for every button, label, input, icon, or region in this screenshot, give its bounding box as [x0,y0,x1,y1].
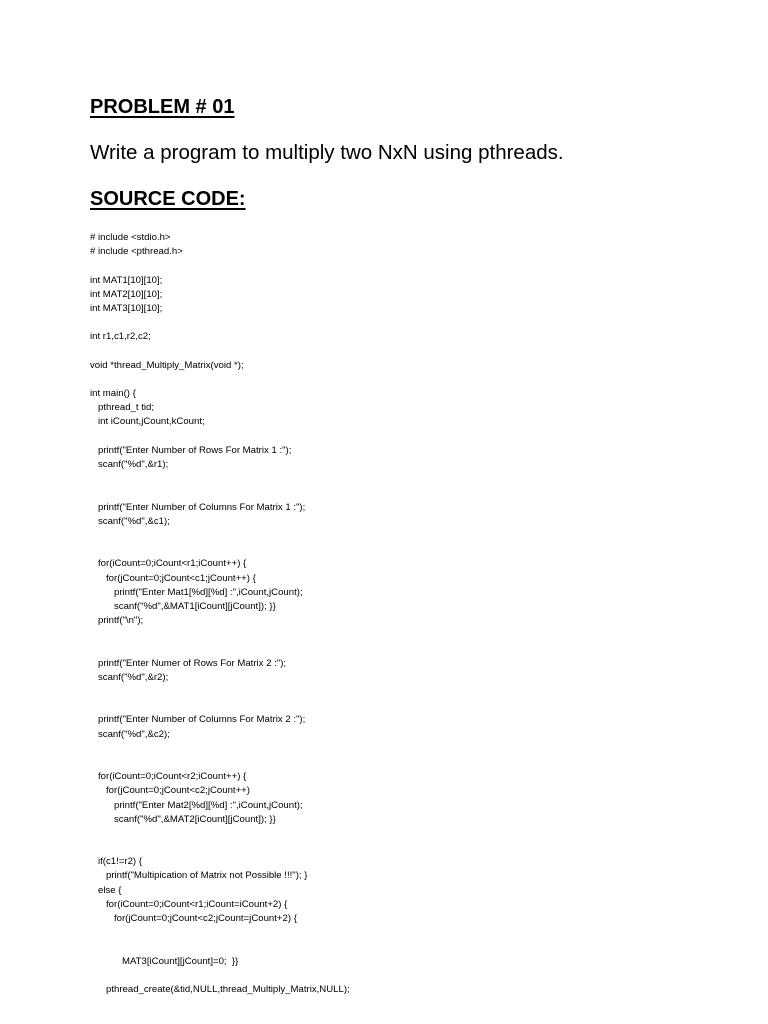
code-line: # include <pthread.h> [90,246,183,258]
code-line: printf("Enter Mat1[%d][%d] :",iCount,jCount); [90,586,303,598]
code-line: printf("Enter Number of Columns For Matrix 1 :"); [90,501,306,513]
code-line: scanf("%d",&r2); [90,671,169,683]
code-line: for(jCount=0;jCount<c2;jCount++) [90,785,250,797]
code-line: for(iCount=0;iCount<r1;iCount=iCount+2) { [90,898,288,910]
code-line [90,529,350,543]
code-line: pthread_t tid; [90,402,154,414]
code-line [90,430,350,444]
code-line [90,756,350,770]
code-line: printf("Multipication of Matrix not Possible !!!"); } [90,870,308,882]
source-code-block [90,231,350,997]
code-line: scanf("%d",&r1); [90,459,169,470]
code-line: int iCount,jCount,kCount; [90,416,205,428]
code-line [90,940,350,954]
code-line [90,316,350,330]
code-line: int MAT1[10][10]; [90,274,163,286]
code-line: for(jCount=0;jCount<c2;jCount=jCount+2) { [90,913,297,924]
problem-statement: Write a program to multiply two NxN using pthreads. [90,141,564,164]
code-line [90,642,350,656]
code-line: for(iCount=0;iCount<r1;iCount++) { [90,558,247,570]
code-line: scanf("%d",&c1); [90,515,170,527]
code-line: for(jCount=0;jCount<c1;jCount++) { [90,572,256,584]
code-line [90,472,350,486]
code-line [90,969,350,983]
code-line [90,345,350,359]
code-line: int r1,c1,r2,c2; [90,331,151,343]
code-line: scanf("%d",&MAT2[iCount][jCount]); }} [90,813,276,825]
code-line: int MAT3[10][10]; [90,302,163,314]
code-line [90,486,350,500]
code-line [90,742,350,756]
code-line: printf("Enter Number of Rows For Matrix 1 :"); [90,444,292,456]
code-line [90,699,350,713]
code-line [90,685,350,699]
code-line [90,628,350,642]
code-line [90,543,350,557]
code-line [90,841,350,855]
code-line: if(c1!=r2) { [90,856,142,868]
source-code-heading: SOURCE CODE: [90,188,246,210]
code-line [90,259,350,273]
code-line: scanf("%d",&c2); [90,728,170,740]
code-line [90,827,350,841]
code-line: int MAT2[10][10]; [90,288,163,300]
code-line: void *thread_Multiply_Matrix(void *); [90,359,244,371]
code-line: else { [90,884,122,896]
code-line: for(iCount=0;iCount<r2;iCount++) { [90,771,247,783]
code-line [90,926,350,940]
code-line: int main() { [90,388,136,400]
code-line: printf("Enter Numer of Rows For Matrix 2 :"); [90,657,287,669]
code-line: pthread_create(&tid,NULL,thread_Multiply_Matrix,NULL); [90,983,350,995]
problem-heading: PROBLEM # 01 [90,96,235,118]
code-line: printf("Enter Number of Columns For Matrix 2 :"); [90,714,306,726]
code-line: # include <stdio.h> [90,232,171,243]
code-line: MAT3[iCount][jCount]=0; }} [90,955,239,967]
code-line: printf("\n"); [90,615,144,627]
code-line: printf("Enter Mat2[%d][%d] :",iCount,jCount); [90,799,303,811]
code-line [90,373,350,387]
code-line: scanf("%d",&MAT1[iCount][jCount]); }} [90,600,276,612]
